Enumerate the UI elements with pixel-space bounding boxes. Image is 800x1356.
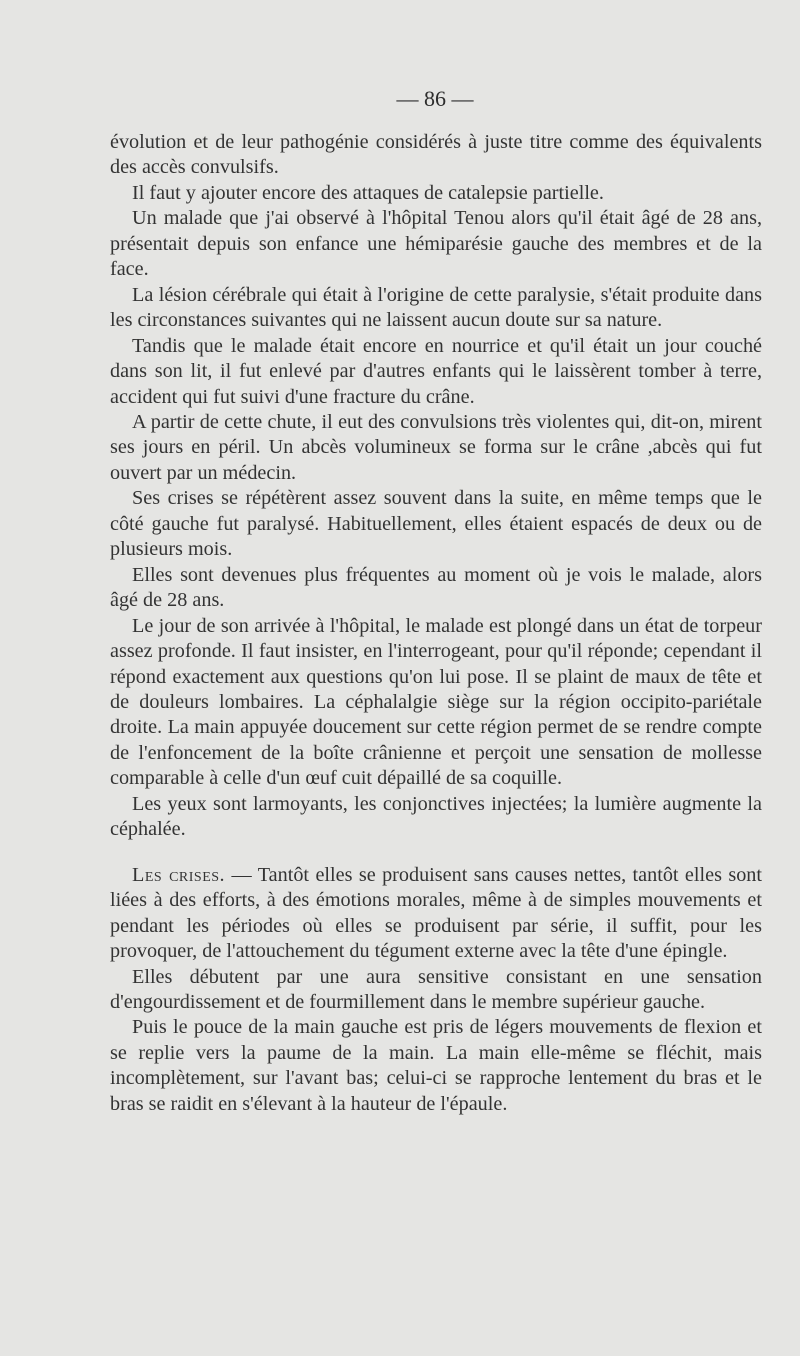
paragraph: Tandis que le malade était encore en nourrice et qu'il était un jour couché dans son lit, il fut enlevé par d'autres enfants qui le laissèrent tomber à terre, accident qui fut suivi d'une fracture du crâne. [110, 334, 762, 408]
page-number: — 86 — [396, 86, 474, 111]
paragraph: A partir de cette chute, il eut des convulsions très violentes qui, dit-on, mirent ses jours en péril. Un abcès volumineux se forma sur le crâne ,abcès qui fut ouvert par un médecin. [110, 410, 762, 484]
paragraph: Puis le pouce de la main gauche est pris de légers mouvements de flexion et se replie vers la paume de la main. La main elle-même se fléchit, mais incomplètement, sur l'avant bas; celui-ci se rapproche lentement du bras et le bras se raidit en s'élevant à la hauteur de l'épaule. [110, 1016, 762, 1115]
paragraph: La lésion cérébrale qui était à l'origine de cette paralysie, s'était produite dans les circonstances suivantes qui ne laissent aucun doute sur sa nature. [110, 283, 762, 332]
paragraph: Le jour de son arrivée à l'hôpital, le malade est plongé dans un état de torpeur assez profonde. Il faut insister, en l'interrogeant, pour qu'il réponde; cependant il répond exactement aux questions qu'on lui pose. Il se plaint de maux de tête et de douleurs lombaires. La céphalalgie siège sur la région occipito-pariétale droite. La main appuyée doucement sur cette région permet de se rendre compte de l'enfoncement de la boîte crânienne et perçoit une sensation de mollesse comparable à celle d'un œuf cuit dépaillé de sa coquille. [110, 614, 762, 790]
paragraph: Elles sont devenues plus fréquentes au moment où je vois le malade, alors âgé de 28 ans. [110, 563, 762, 612]
paragraph: Un malade que j'ai observé à l'hôpital Tenou alors qu'il était âgé de 28 ans, présentait depuis son enfance une hémiparésie gauche des membres et de la face. [110, 207, 762, 281]
section-paragraph [110, 863, 762, 965]
paragraph: Il faut y ajouter encore des attaques de catalepsie partielle. [132, 181, 604, 204]
paragraph: évolution et de leur pathogénie considérés à juste titre comme des équivalents des accès convulsifs. [110, 131, 762, 179]
paragraph: Les yeux sont larmoyants, les conjonctives injectées; la lumière augmente la céphalée. [110, 792, 762, 841]
paragraph: Ses crises se répétèrent assez souvent dans la suite, en même temps que le côté gauche fut paralysé. Habituellement, elles étaient espacés de deux ou de plusieurs mois. [110, 487, 762, 561]
section-text: — Tantôt elles se produisent sans causes nettes, tantôt elles sont liées à des efforts, à des émotions morales, même à de simples mouvements et pendant les périodes où elles se produisent par série, il suffit, pour les provoquer, de l'attouchement du tégument externe avec la tête d'une épingle. [110, 863, 762, 963]
section-heading: Les crises. [132, 863, 226, 886]
paragraph: Elles débutent par une aura sensitive consistant en une sensation d'engourdissement et de fourmillement dans le membre supérieur gauche. [110, 965, 762, 1013]
body-text [110, 130, 762, 1117]
